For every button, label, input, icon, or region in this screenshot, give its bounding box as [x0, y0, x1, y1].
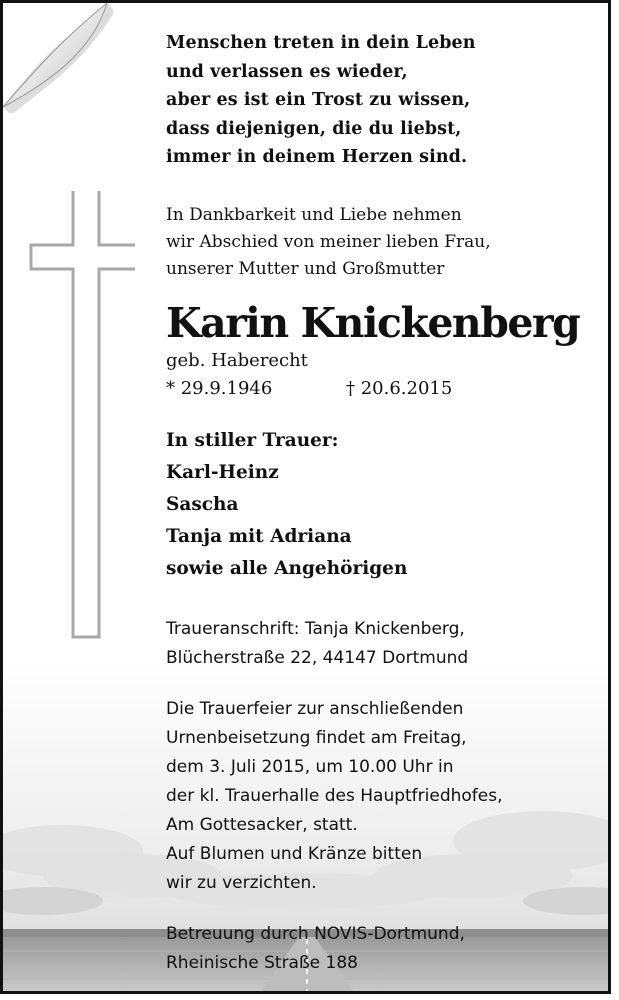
motto-line: dass diejenigen, die du liebst,: [166, 118, 462, 139]
mourners-list: [166, 425, 606, 585]
intro-line: In Dankbarkeit und Liebe nehmen: [166, 204, 462, 225]
mourning-address: [166, 615, 606, 673]
ceremony-line: Die Trauerfeier zur anschließenden: [166, 698, 464, 719]
address-line: Blücherstraße 22, 44147 Dortmund: [166, 647, 469, 668]
ceremony-line: dem 3. Juli 2015, um 10.00 Uhr in: [166, 756, 454, 777]
motto-line: immer in deinem Herzen sind.: [166, 147, 468, 167]
death-date: † 20.6.2015: [346, 377, 453, 399]
mourners-line: Karl-Heinz: [166, 461, 279, 483]
address-line: Traueranschrift: Tanja Knickenberg,: [166, 618, 465, 639]
ceremony-line: der kl. Trauerhalle des Hauptfriedhofes,: [166, 785, 503, 806]
mourners-line: Tanja mit Adriana: [166, 525, 352, 547]
obituary-text: [166, 29, 606, 978]
motto-line: und verlassen es wieder,: [166, 61, 408, 82]
cross-icon: [25, 189, 135, 639]
motto-verse: [166, 29, 606, 172]
ceremony-line: Urnenbeisetzung findet am Freitag,: [166, 727, 467, 748]
deceased-info: [166, 347, 606, 403]
mourners-line: Sascha: [166, 493, 239, 515]
life-dates: [166, 375, 606, 403]
maiden-name: geb. Haberecht: [166, 349, 308, 371]
intro-line: wir Abschied von meiner lieben Frau,: [166, 231, 491, 252]
page-curl-icon: [3, 3, 113, 113]
deceased-name: Karin Knickenberg: [166, 298, 580, 347]
ceremony-line: wir zu verzichten.: [166, 872, 317, 893]
intro-text: [166, 202, 606, 283]
motto-line: Menschen treten in dein Leben: [166, 33, 476, 53]
care-line: Betreuung durch NOVIS-Dortmund,: [166, 923, 465, 944]
motto-line: aber es ist ein Trost zu wissen,: [166, 90, 471, 110]
funeral-service-info: [166, 920, 606, 978]
funeral-details: [166, 695, 606, 898]
care-line: Rheinische Straße 188: [166, 952, 358, 973]
birth-date: * 29.9.1946: [166, 377, 273, 399]
ceremony-line: Auf Blumen und Kränze bitten: [166, 843, 423, 864]
mourners-line: In stiller Trauer:: [166, 429, 339, 451]
mourners-line: sowie alle Angehörigen: [166, 557, 408, 579]
ceremony-line: Am Gottesacker, statt.: [166, 814, 358, 835]
intro-line: unserer Mutter und Großmutter: [166, 258, 445, 279]
